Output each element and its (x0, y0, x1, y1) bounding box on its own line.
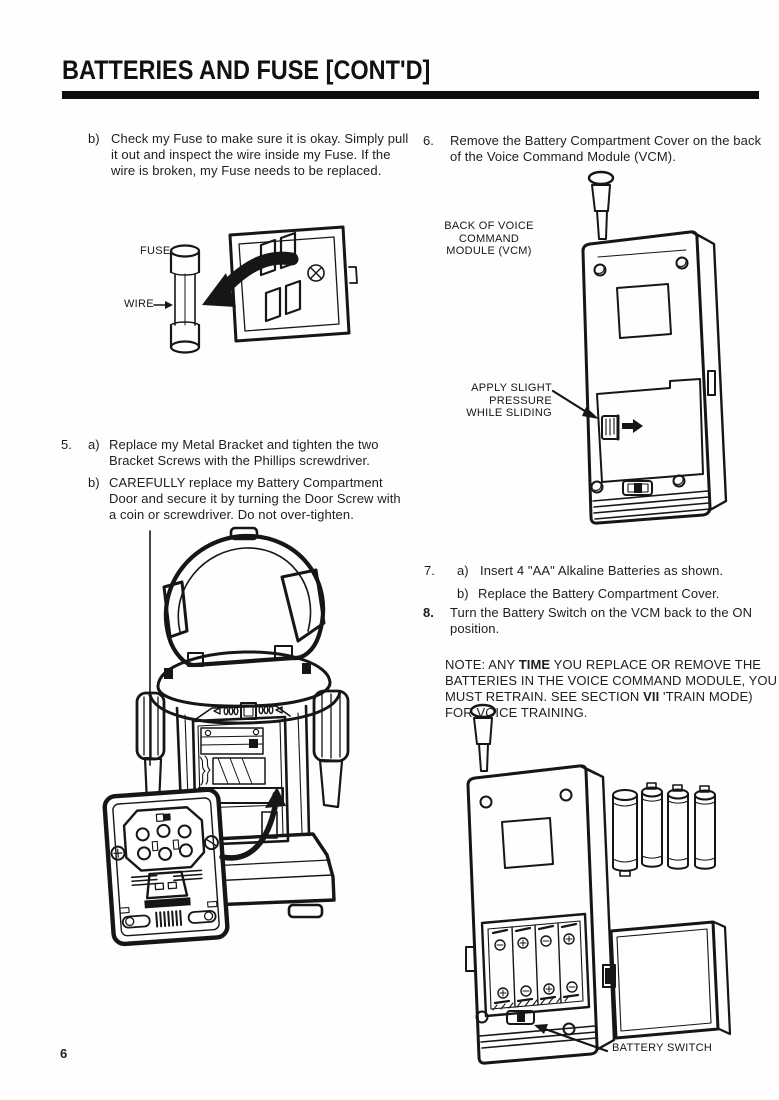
vcm-body (583, 232, 726, 523)
step-b-marker: b) (88, 131, 100, 146)
wire-label: WIRE (124, 298, 154, 310)
note-text: NOTE: ANY (445, 656, 519, 672)
battery-compartment-open (482, 914, 589, 1016)
fuse-removal-arrow (226, 258, 292, 287)
vcm-open-antenna (471, 705, 495, 771)
step-7a (424, 563, 769, 579)
wire-callout-arrow (154, 301, 173, 309)
step-8 (423, 605, 768, 637)
step-5-number: 5. (61, 437, 72, 452)
vcm-open-illustration (435, 695, 779, 1080)
battery-door-panel (104, 789, 228, 945)
vcm-back-label: BACK OF VOICE COMMAND MODULE (VCM) (444, 220, 534, 258)
step-5a (61, 437, 421, 469)
step-6-text: Remove the Battery Compartment Cover on the back of the Voice Command Module (VCM). (450, 133, 762, 164)
vcm-label-window (617, 284, 671, 338)
step-7a-text: Insert 4 "AA" Alkaline Batteries as shown. (480, 563, 724, 578)
vcm-bottom-switch (623, 481, 652, 495)
battery-1 (613, 790, 637, 876)
robot-right-wheel (314, 691, 348, 807)
page-number: 6 (60, 1046, 68, 1061)
step-b (88, 131, 418, 178)
vcm-side-latch (708, 371, 715, 395)
vcm-open-ridges (480, 1026, 596, 1048)
robot-illustration (100, 525, 415, 965)
step-7b-marker: b) (457, 586, 469, 601)
battery-4 (695, 786, 715, 869)
aa-batteries (613, 783, 715, 876)
step-b-text: Check my Fuse to make sure it is okay. Simply pull it out and inspect the wire inside my Fuse. If the wire is broken, my Fuse needs to be replaced. (111, 131, 409, 178)
vcm-open-body (468, 766, 614, 1063)
step-5b-text: CAREFULLY replace my Battery Compartment Door and secure it by turning the Door Screw with a coin or screwdriver. Do not over-tighten. (109, 475, 401, 522)
pressure-callout-arrow (553, 391, 599, 419)
robot-head-dome (164, 528, 324, 666)
step-5b-marker: b) (88, 475, 100, 490)
fuse (171, 246, 199, 353)
vcm-battery-door (597, 379, 703, 482)
title-rule (62, 91, 759, 99)
battery-2 (642, 783, 662, 867)
battery-switch-label: BATTERY SWITCH (612, 1042, 713, 1054)
fuse-holder (230, 227, 357, 341)
step-5b (88, 475, 428, 522)
page-title: BATTERIES AND FUSE [CONT'D] (62, 55, 431, 85)
battery-cover (603, 922, 730, 1038)
step-7-number: 7. (424, 563, 435, 578)
vcm-corner-screws (592, 258, 688, 493)
vcm-open-label-window (502, 818, 553, 868)
apply-pressure-label: APPLY SLIGHT PRESSURE WHILE SLIDING (466, 382, 552, 420)
step-7b-text: Replace the Battery Compartment Cover. (478, 586, 720, 601)
battery-3 (668, 785, 688, 869)
step-7b (457, 586, 769, 602)
note-block: NOTE: ANY TIME YOU REPLACE OR REMOVE THE BATTERIES IN THE VOICE COMMAND MODULE, YOU MUST RETRAIN. SEE SECTION VII 'TRAIN MODE) FOR VOICE TRAINING. (445, 656, 778, 720)
step-6 (423, 133, 768, 165)
fuse-label: FUSE (140, 245, 171, 257)
slide-direction-arrow (622, 423, 633, 429)
step-7a-marker: a) (457, 563, 469, 578)
fuse-diagram (120, 213, 365, 363)
robot-left-wheel (137, 693, 164, 805)
step-5a-marker: a) (88, 437, 100, 452)
step-8-number: 8. (423, 605, 434, 620)
step-5a-text: Replace my Metal Bracket and tighten the two Bracket Screws with the Phillips screwdriver. (109, 437, 379, 468)
vcm-antenna (589, 172, 613, 239)
step-6-number: 6. (423, 133, 434, 148)
step-8-text: Turn the Battery Switch on the VCM back to the ON position. (450, 605, 753, 636)
